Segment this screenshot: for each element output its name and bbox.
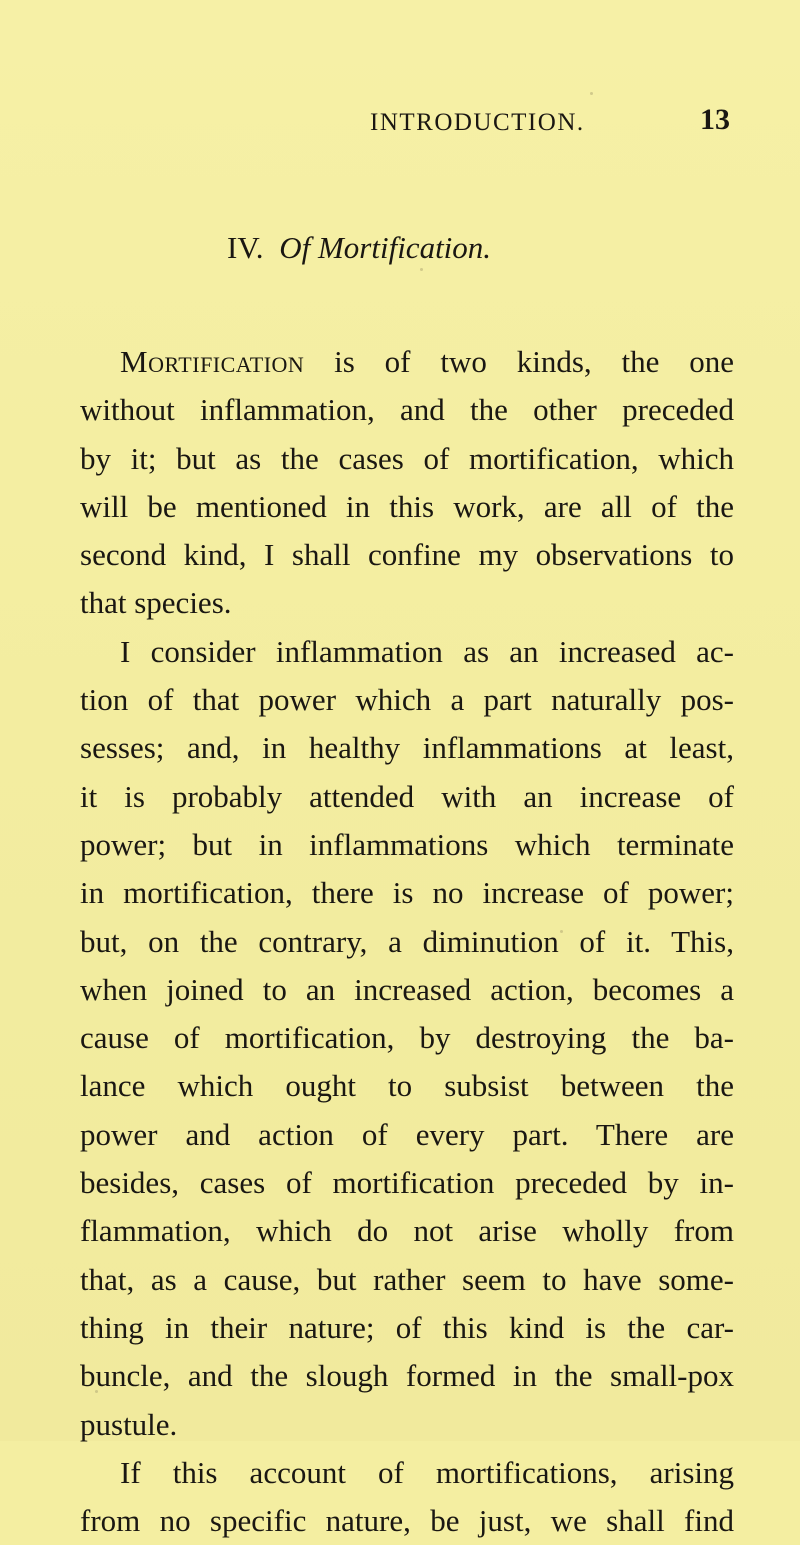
text-line: sesses; and, in healthy inflammations at least, <box>80 730 734 766</box>
text-line: without inflammation, and the other preceded <box>80 392 734 428</box>
section-numeral: IV. <box>227 230 264 265</box>
running-head <box>80 103 730 143</box>
text-line: buncle, and the slough formed in the small-pox <box>80 1358 734 1394</box>
text-line: that species. <box>80 585 232 621</box>
page-number: 13 <box>700 103 730 136</box>
text-line: when joined to an increased action, becomes a <box>80 971 734 1007</box>
text-line: from no specific nature, be just, we shall find <box>80 1503 734 1539</box>
section-heading <box>227 230 491 266</box>
paper-speck <box>420 268 423 271</box>
text-line: pustule. <box>80 1406 178 1442</box>
text-line: lance which ought to subsist between the <box>80 1068 734 1104</box>
text-line: tion of that power which a part naturally pos- <box>80 682 734 718</box>
text-line: that, as a cause, but rather seem to have some- <box>80 1261 734 1297</box>
text-line-content: is of two kinds, the one <box>304 344 734 379</box>
text-line: it is probably attended with an increase of <box>80 778 734 814</box>
text-line: power; but in inflammations which terminate <box>80 826 734 862</box>
running-title: INTRODUCTION. <box>370 109 585 136</box>
text-line <box>80 338 734 386</box>
lead-word: Mortification <box>120 344 305 379</box>
text-line: but, on the contrary, a diminution of it. This, <box>80 923 734 959</box>
text-line: If this account of mortifications, arising <box>120 1454 734 1490</box>
text-line: power and action of every part. There are <box>80 1116 734 1152</box>
section-title: Of Mortification. <box>279 230 492 265</box>
text-line: thing in their nature; of this kind is the car- <box>80 1309 734 1345</box>
text-line: in mortification, there is no increase of power; <box>80 875 734 911</box>
text-line: besides, cases of mortification preceded by in- <box>80 1165 734 1201</box>
text-line: I consider inflammation as an increased ac- <box>120 633 734 669</box>
text-line: will be mentioned in this work, are all of the <box>80 488 734 524</box>
text-line: by it; but as the cases of mortification, which <box>80 440 734 476</box>
body-text <box>80 338 734 1545</box>
text-line: cause of mortification, by destroying the ba- <box>80 1020 734 1056</box>
paper-speck <box>590 92 593 95</box>
text-line: second kind, I shall confine my observations to <box>80 537 734 573</box>
text-line: flammation, which do not arise wholly from <box>80 1213 734 1249</box>
